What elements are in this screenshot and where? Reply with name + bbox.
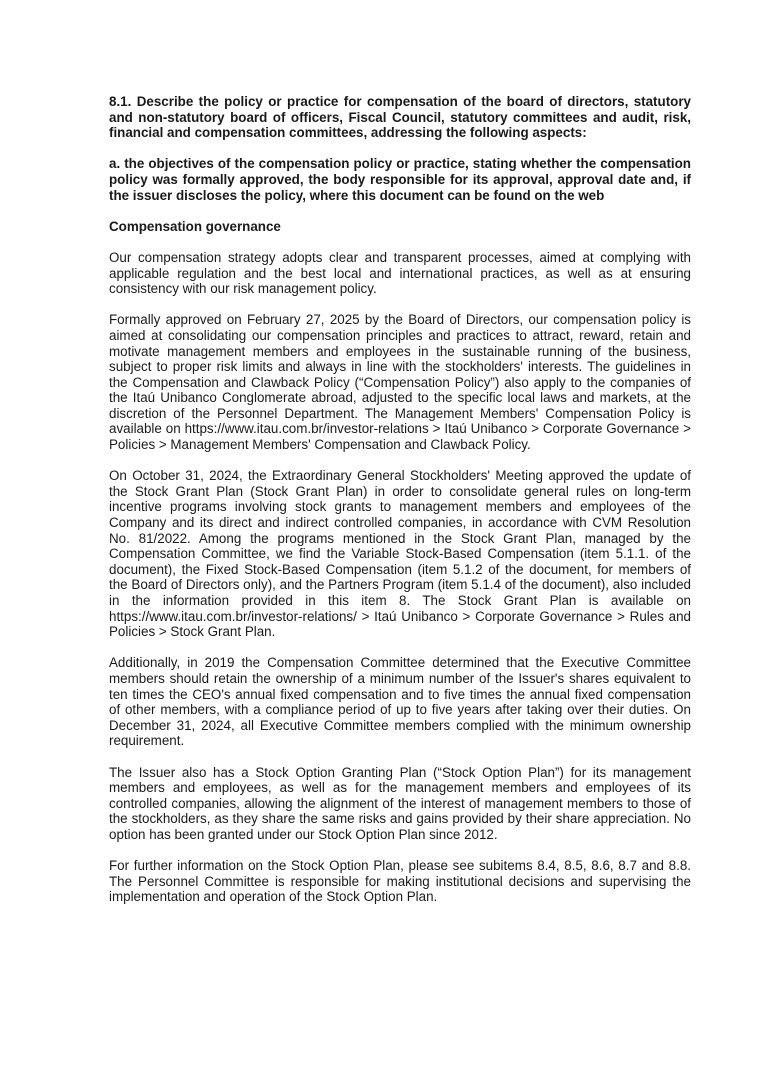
- paragraph: Additionally, in 2019 the Compensation Committee determined that the Executive Committee members should retain the ownership of a minimum number of the Issuer's shares equivalent to ten times the CEO's annual fixed compensation and to five times the annual fixed compensation of other members, with a compliance period of up to five years after taking over their duties. On December 31, 2024, all Executive Committee members complied with the minimum ownership requirement.: [109, 655, 691, 749]
- paragraph: Our compensation strategy adopts clear and transparent processes, aimed at complying with applicable regulation and the best local and international practices, as well as at ensuring consistency with our risk management policy.: [109, 249, 691, 297]
- section-heading: Compensation governance: [109, 218, 281, 234]
- sub-question: a. the objectives of the compensation policy or practice, stating whether the compensation policy was formally approved, the body responsible for its approval, approval date and, if the issuer discloses the policy, where this document can be found on the web: [109, 156, 691, 203]
- document-page: [109, 94, 691, 920]
- paragraph: On October 31, 2024, the Extraordinary General Stockholders' Meeting approved the update of the Stock Grant Plan (Stock Grant Plan) in order to consolidate general rules on long-term incentive programs involving stock grants to management members and employees of the Company and its direct and indirect controlled companies, in accordance with CVM Resolution No. 81/2022. Among the programs mentioned in the Stock Grant Plan, managed by the Compensation Committee, we find the Variable Stock-Based Compensation (item 5.1.1. of the document), the Fixed Stock-Based Compensation (item 5.1.2 of the document, for members of the Board of Directors only), and the Partners Program (item 5.1.4 of the document), also included in the information provided in this item 8. The Stock Grant Plan is available on https://www.itau.com.br/investor-relations/ > Itaú Unibanco > Corporate Governance > Rules and Policies > Stock Grant Plan.: [109, 468, 691, 640]
- paragraph: Formally approved on February 27, 2025 by the Board of Directors, our compensation policy is aimed at consolidating our compensation principles and practices to attract, reward, retain and motivate management members and employees in the sustainable running of the business, subject to proper risk limits and always in line with the stockholders' interests. The guidelines in the Compensation and Clawback Policy (“Compensation Policy”) also apply to the companies of the Itaú Unibanco Conglomerate abroad, adjusted to the specific local laws and markets, at the discretion of the Personnel Department. The Management Members' Compensation Policy is available on https://www.itau.com.br/investor-relations > Itaú Unibanco > Corporate Governance > Policies > Management Members' Compensation and Clawback Policy.: [109, 312, 691, 453]
- paragraph: For further information on the Stock Option Plan, please see subitems 8.4, 8.5, 8.6, 8.7 and 8.8. The Personnel Committee is responsible for making institutional decisions and supervising the implementation and operation of the Stock Option Plan.: [109, 858, 691, 905]
- question-title: 8.1. Describe the policy or practice for compensation of the board of directors, statutory and non-statutory board of officers, Fiscal Council, statutory committees and audit, risk, financial and compensation committees, addressing the following aspects:: [109, 94, 691, 141]
- paragraph: The Issuer also has a Stock Option Granting Plan (“Stock Option Plan”) for its management members and employees, as well as for the management members and employees of its controlled companies, allowing the alignment of the interest of management members to those of the stockholders, as they share the same risks and gains provided by their share appreciation. No option has been granted under our Stock Option Plan since 2012.: [109, 764, 691, 842]
